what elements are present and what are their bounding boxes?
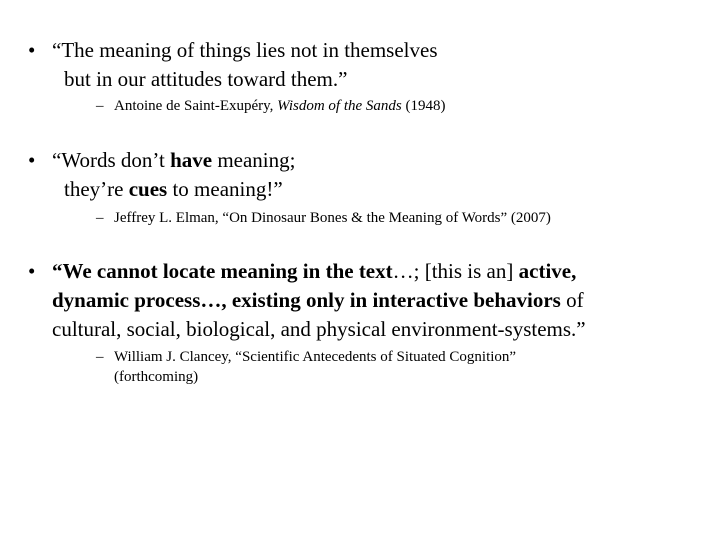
quote-emphasis: have [170, 148, 213, 172]
quote-line [52, 175, 295, 204]
quote-line [52, 146, 295, 175]
attribution-text: Jeffrey L. Elman, “On Dinosaur Bones & the Meaning of Words” (2007) [114, 210, 551, 226]
quote-line: but in our attitudes toward them.” [64, 67, 348, 91]
quote-line [52, 286, 586, 315]
dash-icon: – [96, 98, 104, 114]
dash-icon: – [96, 210, 104, 226]
dash-icon: – [96, 349, 104, 365]
attribution-status: (forthcoming) [114, 369, 199, 385]
bullet-icon: • [28, 148, 36, 172]
quote-text: “Words don’t [52, 148, 171, 172]
bullet-icon: • [28, 259, 36, 283]
quote-line [52, 257, 586, 286]
quote-emphasis: cues [128, 177, 168, 201]
quote-text: they’re [64, 177, 129, 201]
quote-text: to meaning!” [167, 177, 283, 201]
quote-emphasis: “We cannot locate meaning in the text [52, 259, 393, 283]
quote-line: “The meaning of things lies not in themselves [52, 38, 438, 62]
attribution-year: (1948) [405, 98, 446, 114]
quote-text: …; [this is an] [392, 259, 519, 283]
attribution-clancey [96, 347, 516, 387]
attribution-elman [96, 208, 551, 228]
quote-clancey [52, 257, 586, 344]
quote-elman [52, 146, 295, 204]
attribution-text: William J. Clancey, “Scientific Antecedents of Situated Cognition” [114, 349, 517, 365]
quote-text: meaning; [212, 148, 296, 172]
quote-emphasis: active, [518, 259, 577, 283]
attribution-saint-exupery [96, 96, 446, 116]
quote-emphasis: dynamic process…, existing only in interactive behaviors [52, 288, 561, 312]
attribution-work-title: Wisdom of the Sands [277, 98, 402, 114]
attribution-author: Antoine de Saint-Exupéry, [114, 98, 274, 114]
quote-text: of [560, 288, 584, 312]
quote-saint-exupery [52, 36, 438, 94]
bullet-icon: • [28, 38, 36, 62]
quote-line: cultural, social, biological, and physical environment-systems.” [52, 317, 586, 341]
